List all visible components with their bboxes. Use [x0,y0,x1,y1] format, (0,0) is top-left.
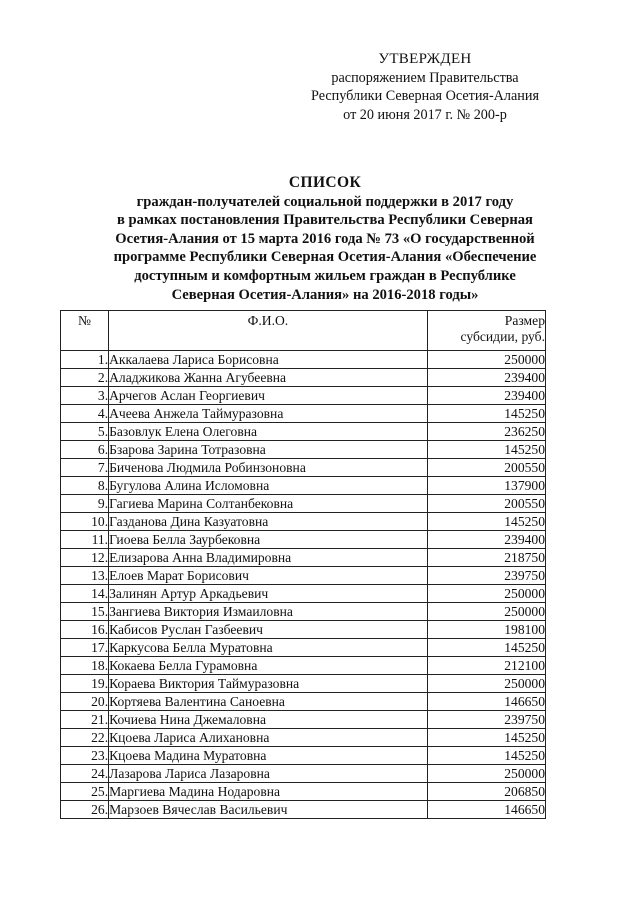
row-number: 4. [61,405,109,423]
approval-block [290,50,560,124]
recipient-name: Каркусова Белла Муратовна [109,639,428,657]
subsidy-amount: 250000 [427,603,545,621]
table-row [61,765,546,783]
recipient-name: Арчегов Аслан Георгиевич [109,387,428,405]
row-number: 15. [61,603,109,621]
subsidy-amount: 250000 [427,765,545,783]
subsidy-amount: 145250 [427,639,545,657]
subsidy-amount: 145250 [427,441,545,459]
subsidy-amount: 145250 [427,405,545,423]
subsidy-amount: 239750 [427,567,545,585]
recipient-name: Маргиева Мадина Нодаровна [109,783,428,801]
approval-line-1: распоряжением Правительства [331,69,519,86]
header-amount-line-2: субсидии, руб. [460,329,545,344]
row-number: 20. [61,693,109,711]
recipient-name: Ачеева Анжела Таймуразовна [109,405,428,423]
subsidy-amount: 239400 [427,387,545,405]
subsidy-amount: 218750 [427,549,545,567]
subsidy-amount: 146650 [427,693,545,711]
subsidy-amount: 239400 [427,531,545,549]
subsidy-amount: 145250 [427,513,545,531]
table-row [61,477,546,495]
subsidy-amount: 146650 [427,801,545,819]
table-row [61,387,546,405]
row-number: 1. [61,351,109,369]
row-number: 25. [61,783,109,801]
row-number: 9. [61,495,109,513]
subsidy-amount: 206850 [427,783,545,801]
approved-title: УТВЕРЖДЕН [378,51,472,67]
table-row [61,603,546,621]
row-number: 2. [61,369,109,387]
subsidy-amount: 250000 [427,675,545,693]
header-subsidy-amount [427,311,545,351]
recipient-name: Аккалаева Лариса Борисовна [109,351,428,369]
table-row [61,531,546,549]
row-number: 21. [61,711,109,729]
approval-line-2: Республики Северная Осетия-Алания [310,88,539,104]
recipient-name: Зангиева Виктория Измаиловна [109,603,428,621]
row-number: 6. [61,441,109,459]
row-number: 18. [61,657,109,675]
header-amount-line-1: Размер [504,313,545,328]
document-heading [60,174,590,304]
table-row [61,801,546,819]
heading-line-2: в рамках постановления Правительства Республики Северная [117,212,533,229]
recipient-name: Биченова Людмила Робинзоновна [109,459,428,477]
recipient-name: Лазарова Лариса Лазаровна [109,765,428,783]
recipient-name: Газданова Дина Казуатовна [109,513,428,531]
row-number: 10. [61,513,109,531]
recipient-name: Кцоева Мадина Муратовна [109,747,428,765]
recipient-name: Гагиева Марина Солтанбековна [109,495,428,513]
header-full-name: Ф.И.О. [109,311,428,351]
table-row [61,495,546,513]
row-number: 26. [61,801,109,819]
row-number: 5. [61,423,109,441]
list-title: СПИСОК [288,174,362,191]
subsidy-amount: 200550 [427,495,545,513]
subsidy-amount: 239750 [427,711,545,729]
recipient-name: Марзоев Вячеслав Васильевич [109,801,428,819]
row-number: 23. [61,747,109,765]
subsidy-amount: 198100 [427,621,545,639]
subsidy-amount: 145250 [427,747,545,765]
table-row [61,639,546,657]
row-number: 14. [61,585,109,603]
recipient-name: Кораева Виктория Таймуразовна [109,675,428,693]
table-row [61,711,546,729]
recipient-name: Аладжикова Жанна Агубеевна [109,369,428,387]
recipient-name: Кортяева Валентина Саноевна [109,693,428,711]
table-row [61,657,546,675]
recipient-name: Бугулова Алина Исломовна [109,477,428,495]
recipient-name: Гиоева Белла Заурбековна [109,531,428,549]
table-body [61,351,546,819]
subsidy-amount: 250000 [427,585,545,603]
recipient-name: Бзарова Зарина Тотразовна [109,441,428,459]
recipient-name: Залинян Артур Аркадьевич [109,585,428,603]
table-row [61,459,546,477]
table-header-row [61,311,546,351]
approval-line-3: от 20 июня 2017 г. № 200-р [343,106,507,123]
table-row [61,621,546,639]
recipient-name: Елизарова Анна Владимировна [109,549,428,567]
heading-line-6: Северная Осетия-Алания» на 2016-2018 годы» [171,286,479,303]
table-row [61,423,546,441]
recipient-name: Кцоева Лариса Алихановна [109,729,428,747]
row-number: 24. [61,765,109,783]
subsidy-amount: 145250 [427,729,545,747]
table-row [61,351,546,369]
table-row [61,729,546,747]
row-number: 17. [61,639,109,657]
recipient-name: Кокаева Белла Гурамовна [109,657,428,675]
subsidy-amount: 250000 [427,351,545,369]
subsidy-amount: 200550 [427,459,545,477]
recipient-name: Базовлук Елена Олеговна [109,423,428,441]
table-row [61,747,546,765]
row-number: 19. [61,675,109,693]
row-number: 8. [61,477,109,495]
row-number: 16. [61,621,109,639]
row-number: 3. [61,387,109,405]
recipient-name: Кочиева Нина Джемаловна [109,711,428,729]
table-row [61,585,546,603]
heading-line-4: программе Республики Северная Осетия-Алания «Обеспечение [113,249,537,266]
row-number: 7. [61,459,109,477]
subsidy-amount: 236250 [427,423,545,441]
subsidy-amount: 212100 [427,657,545,675]
table-row [61,675,546,693]
table-row [61,783,546,801]
recipient-name: Кабисов Руслан Газбеевич [109,621,428,639]
row-number: 12. [61,549,109,567]
subsidy-amount: 239400 [427,369,545,387]
header-number: № [61,311,109,351]
table-row [61,567,546,585]
heading-line-3: Осетия-Алания от 15 марта 2016 года № 73 «О государственной [115,230,535,247]
row-number: 22. [61,729,109,747]
table-row [61,369,546,387]
row-number: 11. [61,531,109,549]
table-row [61,513,546,531]
table-row [61,405,546,423]
table-row [61,441,546,459]
table-row [61,549,546,567]
recipients-table [60,310,546,819]
subsidy-amount: 137900 [427,477,545,495]
heading-line-1: граждан-получателей социальной поддержки в 2017 году [136,193,514,210]
row-number: 13. [61,567,109,585]
recipient-name: Елоев Марат Борисович [109,567,428,585]
heading-line-5: доступным и комфортным жильем граждан в Республике [134,267,516,284]
table-row [61,693,546,711]
